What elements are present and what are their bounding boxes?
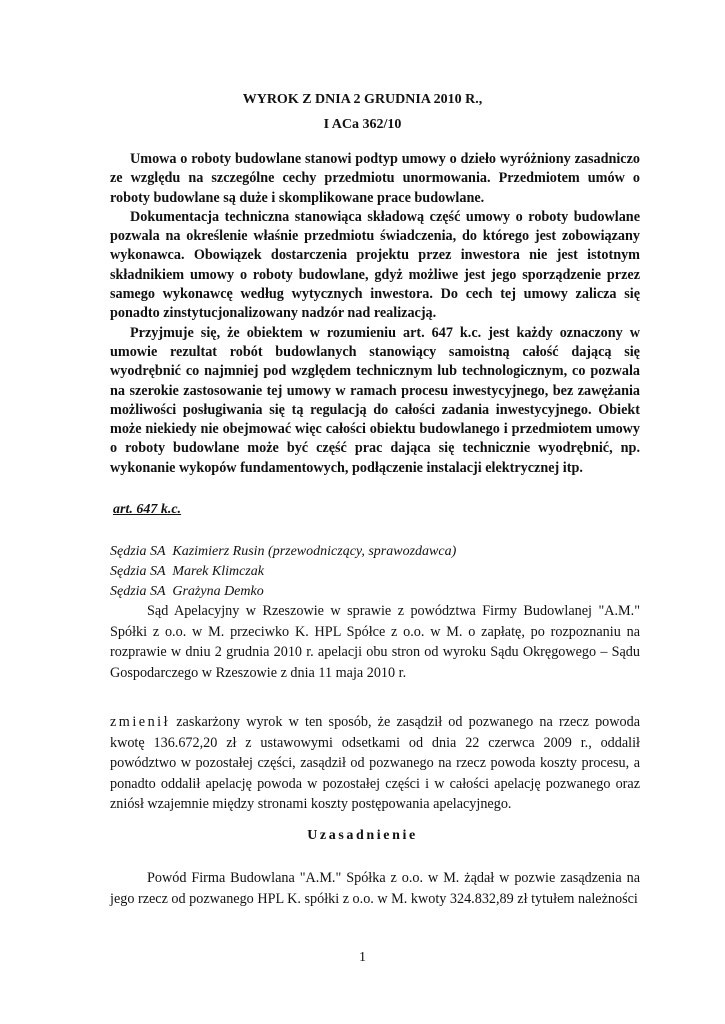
court-intro-paragraph: Sąd Apelacyjny w Rzeszowie w sprawie z powództwa Firmy Budowlanej "A.M." Spółki z o.o. w M. przeciwko K. HPL Spółce z o.o. w M. o zapłatę, po rozpoznaniu na rozprawie w dniu 2 grudnia 2010 r. apelacji obu stron od wyroku Sądu Okręgowego – Sądu Gospodarczego w Rzeszowie z dnia 11 maja 2010 r. [110,603,640,681]
judge-3: Sędzia SA Grażyna Demko [110,584,264,599]
judge-1: Sędzia SA Kazimierz Rusin (przewodniczący, sprawozdawca) [110,544,457,559]
ruling-block [110,712,640,815]
judge-2: Sędzia SA Marek Klimczak [110,564,264,579]
ruling-text: zaskarżony wyrok w ten sposób, że zasądził od pozwanego na rzecz powoda kwotę 136.672,20 zł z ustawowymi odsetkami od dnia 22 czerwca 2009 r., oddalił powództwo w pozostałej części, zasądził od pozwanego na rzecz powoda koszty procesu, a ponadto oddalił apelację powoda w pozostałej części i w całości apelację pozwanego oraz zniósł wzajemnie między stronami koszty postępowania apelacyjnego. [110,714,640,812]
thesis-paragraph-3: Przyjmuje się, że obiektem w rozumieniu art. 647 k.c. jest każdy oznaczony w umowie rezultat robót budowlanych stanowiący samoistną całość dającą się wyodrębnić co najmniej pod względem technicznym lub technologicznym, co pozwala na szerokie zastosowanie tej umowy w ramach procesu inwestycyjnego, bez zawężania możliwości posługiwania się tą regulacją do całości zadania inwestycyjnego. Obiekt może niekiedy nie obejmować więc całości obiektu budowlanego i przedmiotem umowy o roboty budowlane może być część prac dająca się technicznie wyodrębnić, np. wykonanie wykopów fundamentowych, podłączenie instalacji elektrycznej itp. [110,324,640,476]
thesis-paragraph-2: Dokumentacja techniczna stanowiąca składową część umowy o roboty budowlane pozwala na określenie właśnie przedmiotu świadczenia, do którego jest zobowiązany wykonawca. Obowiązek dostarczenia projektu przez inwestora nie jest istotnym składnikiem umowy o roboty budowlane, gdyż możliwe jest jego sporządzenie przez samego wykonawcę według wytycznych inwestora. Do cech tej umowy zalicza się ponadto zinstytucjonalizowany nadzór nad realizacją. [110,208,640,322]
article-reference: art. 647 k.c. [113,502,182,517]
justification-block [110,868,640,909]
judges-list [110,542,456,602]
thesis-block [110,150,640,478]
thesis-paragraph-1: Umowa o roboty budowlane stanowi podtyp umowy o dzieło wyróżniony zasadniczo ze względu na szczególne cechy przedmiotu unormowania. Przedmiotem umów o roboty budowlane są duże i skomplikowane prace budowlane. [110,151,640,206]
justification-paragraph: Powód Firma Budowlana "A.M." Spółka z o.o. w M. żądał w pozwie zasądzenia na jego rzecz od pozwanego HPL K. spółki z o.o. w M. kwoty 324.832,89 zł tytułem należności [110,870,640,907]
ruling-keyword: zmienił [110,714,171,730]
case-number: I ACa 362/10 [323,117,402,132]
page-number: 1 [359,950,366,965]
judgment-title: WYROK Z DNIA 2 GRUDNIA 2010 R., [242,92,483,107]
justification-heading: Uzasadnienie [307,828,418,843]
ruling-paragraph [110,712,640,815]
court-intro-block [110,601,640,683]
